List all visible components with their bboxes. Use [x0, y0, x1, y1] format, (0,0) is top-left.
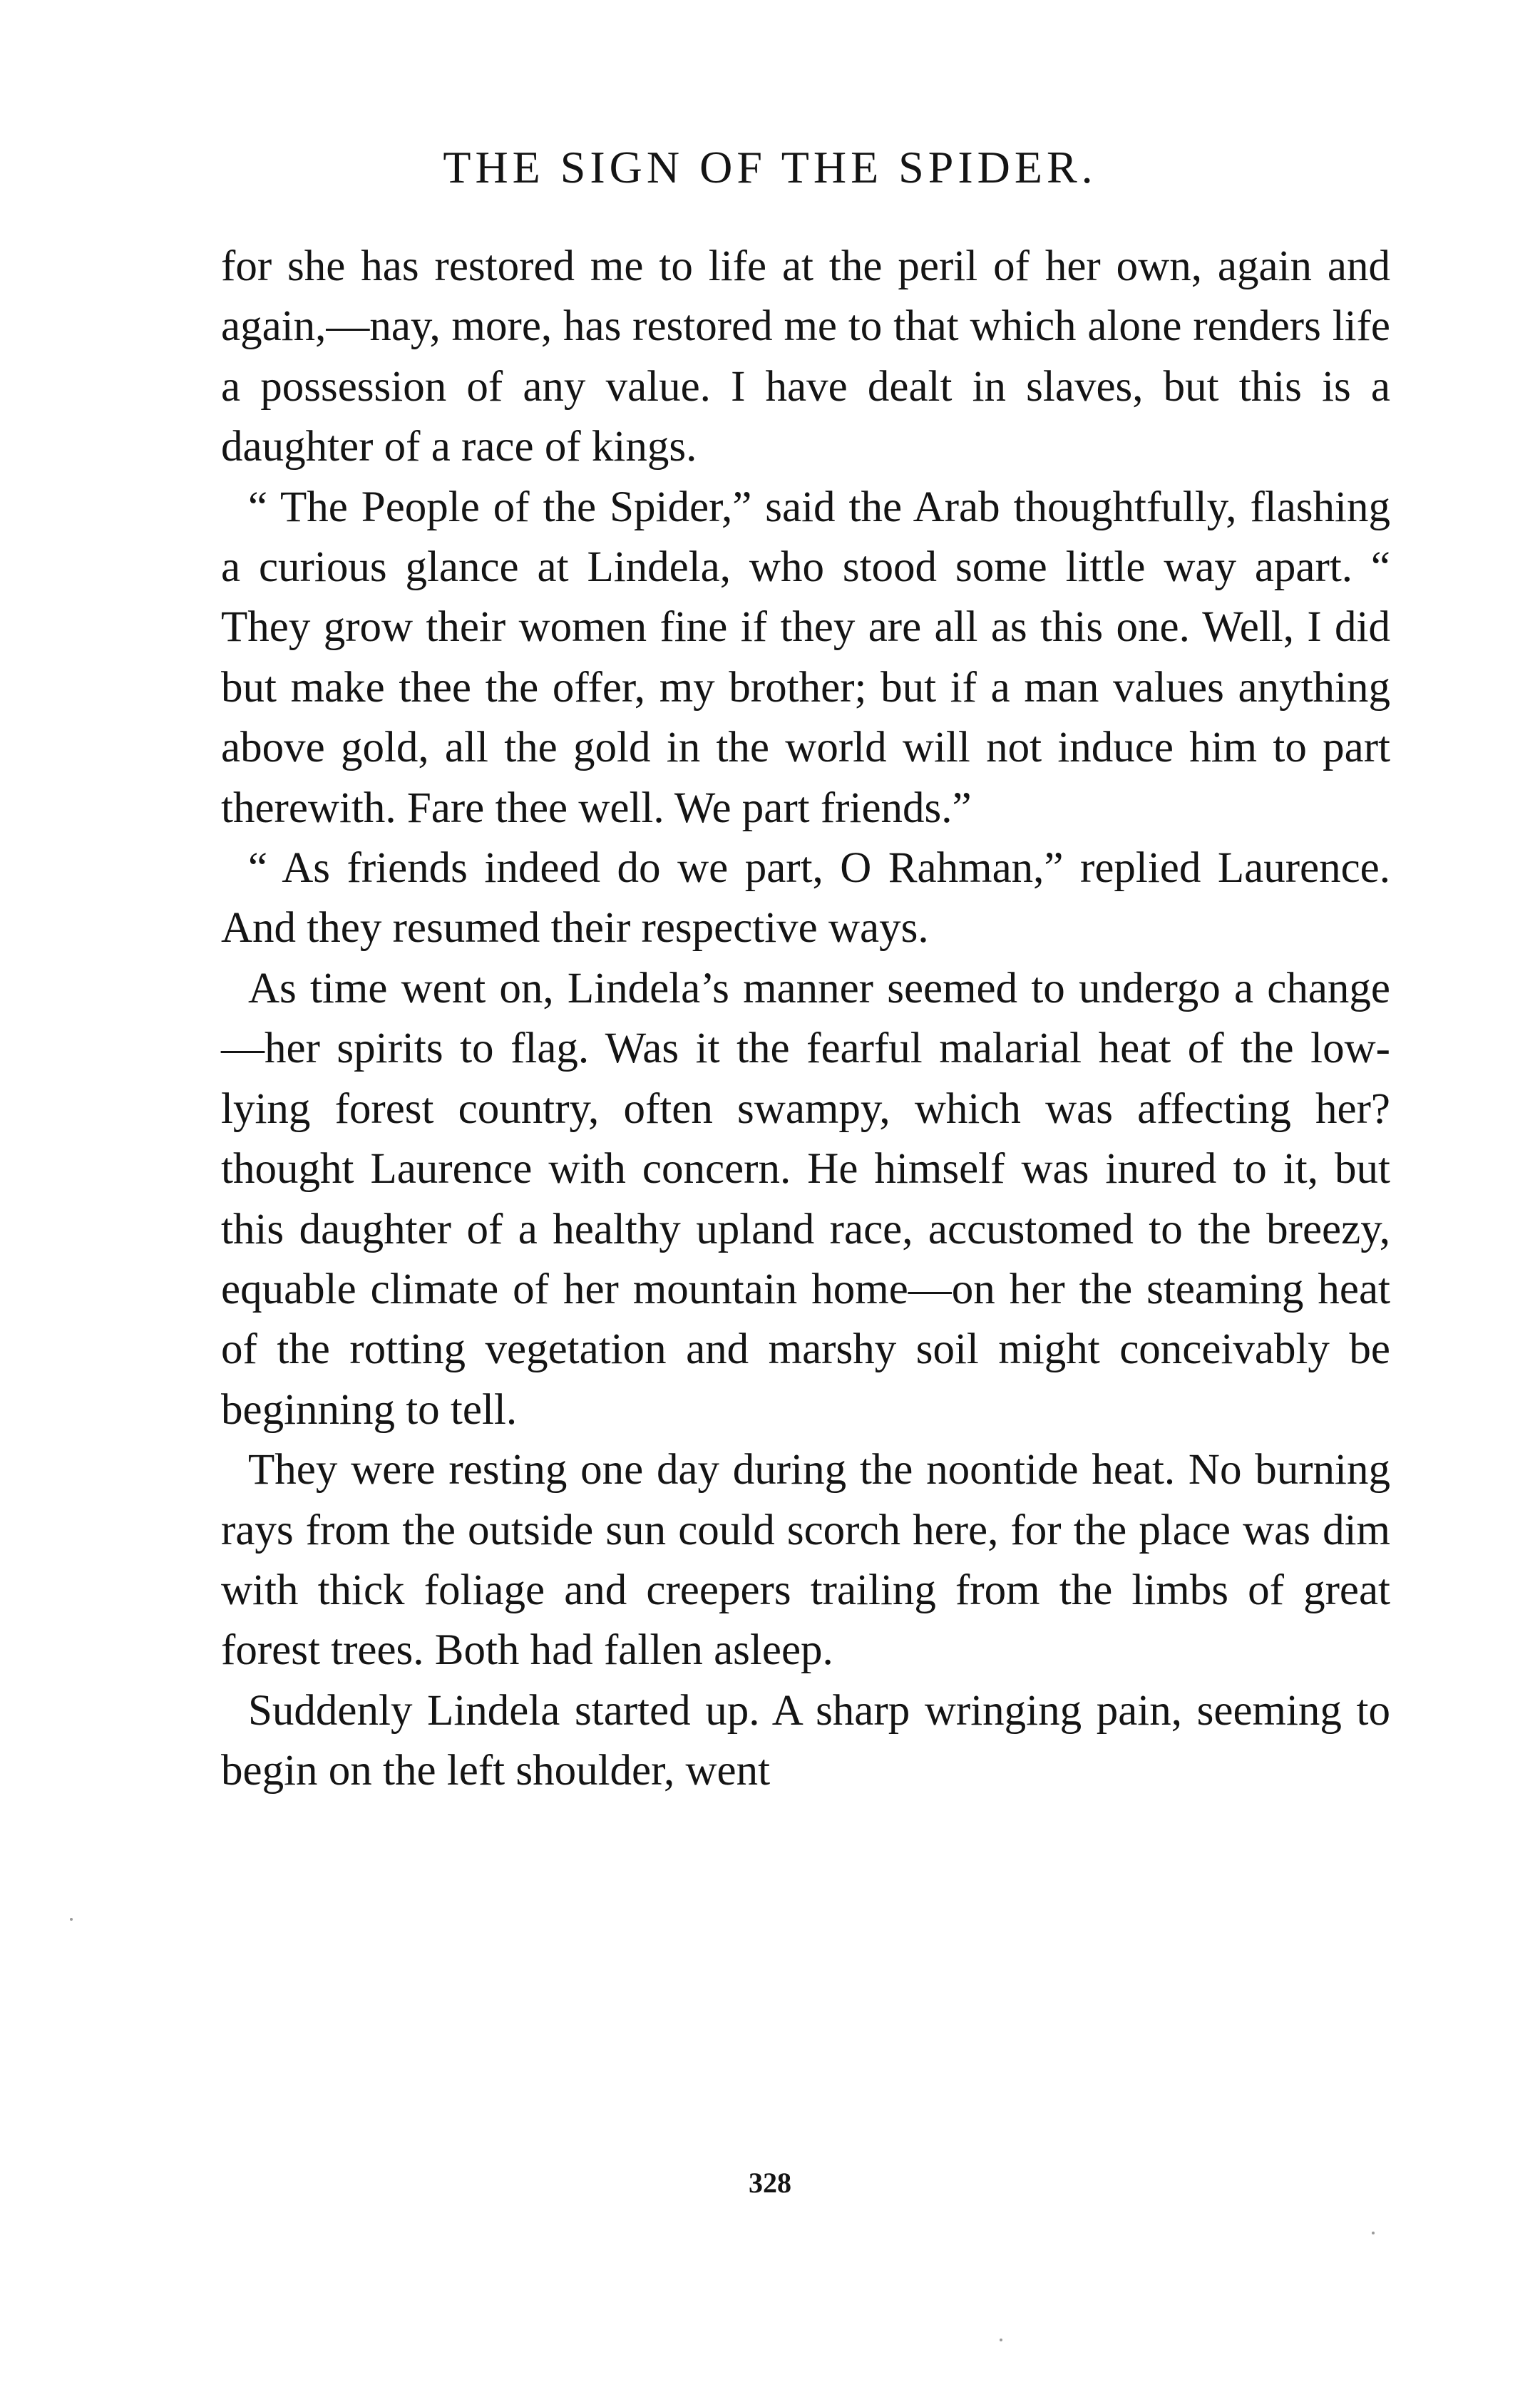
scan-speck — [1372, 2232, 1375, 2234]
paragraph-resting-noontide: They were resting one day during the noontide heat. No burning rays from the outside sun could scorch here, for the place was dim with thick foliage and creepers trailing from the limbs of great forest trees. Both had fallen asleep. — [221, 1446, 1390, 1675]
paragraph-people-of-the-spider: “ The People of the Spider,” said the Arab thoughtfully, flashing a curious glance at Lindela, who stood some little way apart. “ They grow their women fine if they are all as this one. Well, I did but make thee the offer, my brother; but if a man values anything above gold, all the gold in the world will not induce him to part therewith. Fare thee well. We part friends.” — [221, 483, 1390, 832]
scan-speck — [70, 1918, 73, 1921]
scan-speck — [1000, 2339, 1002, 2341]
paragraph-as-friends: “ As friends indeed do we part, O Rahman,” replied Laurence. And they resumed their respective ways. — [221, 844, 1390, 953]
paragraph-lindela-started-up: Suddenly Lindela started up. A sharp wringing pain, seeming to begin on the left shoulder, went — [221, 1686, 1390, 1795]
body-text — [221, 237, 1390, 1802]
paragraph-as-time-went-on: As time went on, Lindela’s manner seemed to undergo a change—her spirits to flag. Was it the fearful malarial heat of the low-lying forest country, often swampy, which was affecting her? thought Laurence with concern. He himself was inured to it, but this daughter of a healthy upland race, accustomed to the breezy, equable climate of her mountain home—on her the steaming heat of the rotting vegetation and marshy soil might conceivably be beginning to tell. — [221, 964, 1390, 1434]
page-number: 328 — [749, 2167, 791, 2199]
running-head: THE SIGN OF THE SPIDER. — [443, 142, 1097, 193]
paragraph-continued: for she has restored me to life at the peril of her own, again and again,—nay, more, has restored me to that which alone renders life a possession of any value. I have dealt in slaves, but this is a daughter of a race of kings. — [221, 242, 1390, 471]
